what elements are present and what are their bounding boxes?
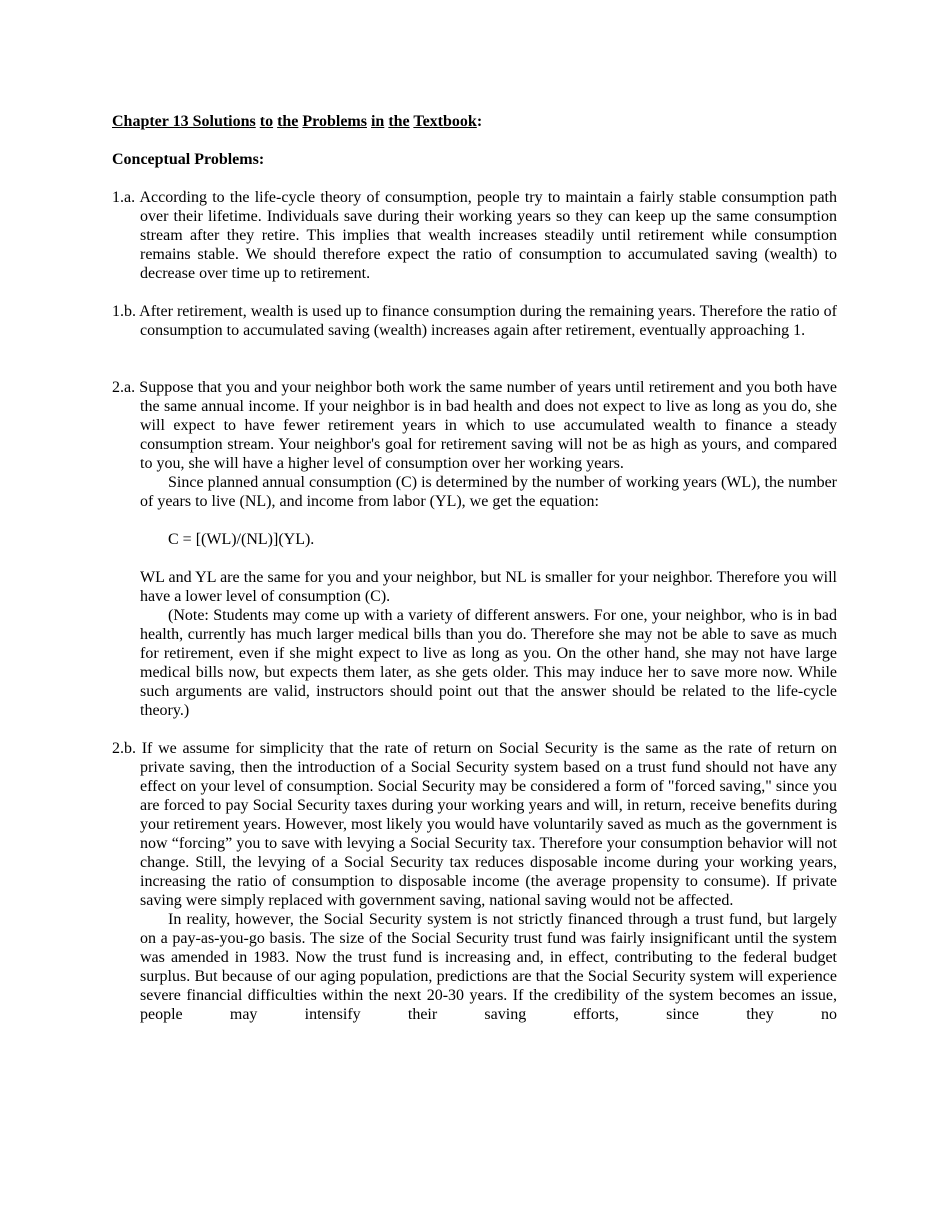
answer-2a: 2.a. Suppose that you and your neighbor both work the same number of years until retirement and you both have the same annual income. If your neighbor is in bad health and does not expect to live as long as you do, she will expect to have fewer retirement years in which to use accumulated wealth to finance a steady consumption stream. Your neighbor's goal for retirement saving will not be as high as yours, and compared to you, she will have a higher level of consumption over her working years. (112, 379, 837, 472)
title-word: Problems (302, 113, 367, 130)
chapter-title (112, 112, 837, 131)
title-colon: : (476, 113, 483, 130)
answer-2a-note: (Note: Students may come up with a variety of different answers. For one, your neighbor, who is in bad health, currently has much larger medical bills than you do. Therefore she may not be able to save as much for retirement, even if she might expect to live as long as you. On the other hand, she may not have large medical bills now, but expects them later, as she gets older. This may induce her to save more now. While such arguments are valid, instructors should point out that the answer should be related to the life-cycle theory.) (140, 607, 837, 719)
answer-2a-since: Since planned annual consumption (C) is determined by the number of working years (WL), the number of years to live (NL), and income from labor (YL), we get the equation: (140, 474, 837, 510)
title-word: the (388, 113, 410, 130)
answer-2b-reality: In reality, however, the Social Security system is not strictly financed through a trust fund, but largely on a pay-as-you-go basis. The size of the Social Security trust fund was fairly insignificant until the system was amended in 1983. Now the trust fund is increasing and, in effect, contributing to the federal budget surplus. But because of our aging population, predictions are that the Social Security system will experience severe financial difficulties within the next 20-30 years. If the credibility of the system becomes an issue, people may intensify their saving efforts, since they no (140, 911, 837, 1023)
answer-1b: 1.b. After retirement, wealth is used up to finance consumption during the remaining years. Therefore the ratio of consumption to accumulated saving (wealth) increases again after retirement, eventually approaching 1. (112, 303, 837, 339)
answer-1a: 1.a. According to the life-cycle theory of consumption, people try to maintain a fairly stable consumption path over their lifetime. Individuals save during their working years so they can keep up the same consumption stream after they retire. This implies that wealth increases steadily until retirement while consumption remains stable. We should therefore expect the ratio of consumption to accumulated saving (wealth) to decrease over time up to retirement. (112, 189, 837, 282)
title-word: Textbook (413, 113, 477, 130)
answer-2a-conclusion: WL and YL are the same for you and your neighbor, but NL is smaller for your neighbor. Therefore you will have a lower level of consumption (C). (140, 569, 837, 605)
answer-2b: 2.b. If we assume for simplicity that the rate of return on Social Security is the same as the rate of return on private saving, then the introduction of a Social Security system based on a trust fund should not have any effect on your level of consumption. Social Security may be considered a form of "forced saving," since you are forced to pay Social Security taxes during your working years and will, in return, receive benefits during your retirement years. However, most likely you would have voluntarily saved as much as the government is now “forcing” you to save with levying a Social Security tax. Therefore your consumption behavior will not change. Still, the levying of a Social Security tax reduces disposable income during your working years, increasing the ratio of consumption to disposable income (the average propensity to consume). If private saving were simply replaced with government saving, national saving would not be affected. (112, 740, 837, 909)
document-page (112, 112, 837, 1024)
title-word: Chapter 13 Solutions (112, 113, 256, 130)
equation: C = [(WL)/(NL)](YL). (168, 531, 315, 548)
title-word: to (259, 113, 274, 130)
section-heading: Conceptual Problems: (112, 151, 265, 168)
title-word: the (277, 113, 299, 130)
title-word: in (370, 113, 385, 130)
